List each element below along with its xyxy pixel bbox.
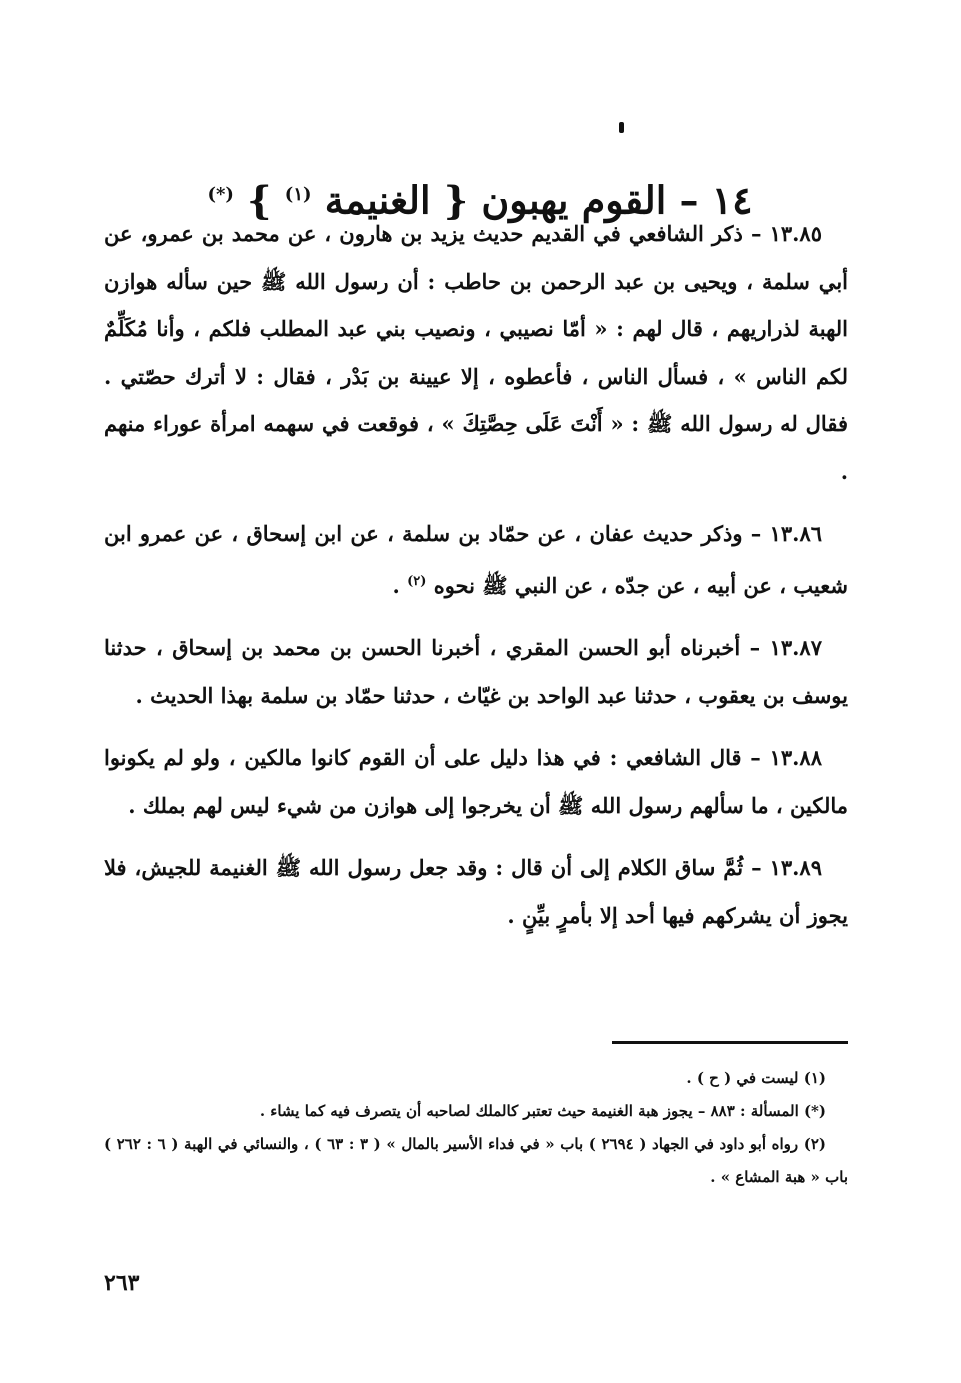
paragraph-13-86: ١٣.٨٦ – وذكر حديث عفان ، عن حمّاد بن سلمة ، عن ابن إسحاق ، عن عمرو ابن شعيب ، عن أبيه ، عن جدّه ، عن النبي ﷺ نحوه $^{(٢)}$ . <box>104 521 848 598</box>
chapter-title-text: القوم يهبون { الغنيمة <box>324 178 667 224</box>
chapter-dash: – <box>679 178 699 224</box>
paragraph-text: ذكر الشافعي في القديم حديث يزيد بن هارون ، عن محمد بن عمرو، عن أبي سلمة ، ويحيى بن عبد الرحمن بن حاطب : أن رسول الله ﷺ حين سأله هوازن الهبة لذراريهم ، قال لهم : « أمّا نصيبي ، ونصيب بني عبد المطلب فلكم ، وأنا مُكَلِّمٌ لكم الناس » ، فسأل الناس ، فأعطوه ، إلا عيينة بن بَدْر ، فقال : لا أترك حصّتي . فقال له رسول الله ﷺ : « أَنْتَ عَلَى حِصَّتِكَ » ، فوقعت في سهمه امرأة عوراء منهم . <box>104 221 848 484</box>
footnote-1: (١) ليست في ( ح ) . <box>686 1069 826 1087</box>
paragraph-number: ١٣.٨٥ <box>769 221 822 246</box>
paragraph-13-88: ١٣.٨٨ – قال الشافعي : في هذا دليل على أن القوم كانوا مالكين ، ولو لم يكونوا مالكين ، ما سألهم رسول الله ﷺ أن يخرجوا إلى هوازن من شيء ليس لهم بملك . <box>104 745 848 818</box>
page-number: ٢٦٣ <box>104 1270 140 1296</box>
paragraph-13-89: ١٣.٨٩ – ثُمَّ ساق الكلام إلى أن قال : وقد جعل رسول الله ﷺ الغنيمة للجيش، فلا يجوز أن يشركهم فيها أحد إلا بأمرٍ بيِّنٍ . <box>104 855 848 928</box>
footnotes <box>104 1062 848 1194</box>
paragraph-text: أخبرناه أبو الحسن المقري ، أخبرنا الحسن بن محمد بن إسحاق ، حدثنا يوسف بن يعقوب ، حدثنا عبد الواحد بن غيّاث ، حدثنا حمّاد بن سلمة بهذا الحديث . <box>104 635 848 708</box>
chapter-number: ١٤ <box>711 178 753 224</box>
paragraph-number: ١٣.٨٦ <box>769 521 823 546</box>
chapter-close-brace: } <box>247 178 272 224</box>
paragraph-number: ١٣.٨٧ <box>769 635 822 660</box>
paragraph-text: ثُمَّ ساق الكلام إلى أن قال : وقد جعل رسول الله ﷺ الغنيمة للجيش، فلا يجوز أن يشركهم فيها أحد إلا بأمرٍ بيِّنٍ . <box>104 855 848 928</box>
paragraph-text: قال الشافعي : في هذا دليل على أن القوم كانوا مالكين ، ولو لم يكونوا مالكين ، ما سألهم رسول الله ﷺ أن يخرجوا إلى هوازن من شيء ليس لهم بملك . <box>104 745 848 818</box>
ink-dot <box>619 122 624 133</box>
footnote-separator <box>612 1041 848 1044</box>
footnote-marker: (٢) <box>407 573 427 589</box>
paragraph-number: ١٣.٨٨ <box>769 745 822 770</box>
paragraph-13-85: ١٣.٨٥ – ذكر الشافعي في القديم حديث يزيد بن هارون ، عن محمد بن عمرو، عن أبي سلمة ، ويحيى بن عبد الرحمن بن حاطب : أن رسول الله ﷺ حين سأله هوازن الهبة لذراريهم ، قال لهم : « أمّا نصيبي ، ونصيب بني عبد المطلب فلكم ، وأنا مُكَلِّمٌ لكم الناس » ، فسأل الناس ، فأعطوه ، إلا عيينة بن بَدْر ، فقال : لا أترك حصّتي . فقال له رسول الله ﷺ : « أَنْتَ عَلَى حِصَّتِكَ » ، فوقعت في سهمه امرأة عوراء منهم . <box>104 221 848 484</box>
paragraph-13-87: ١٣.٨٧ – أخبرناه أبو الحسن المقري ، أخبرنا الحسن بن محمد بن إسحاق ، حدثنا يوسف بن يعقوب ، حدثنا عبد الواحد بن غيّاث ، حدثنا حمّاد بن سلمة بهذا الحديث . <box>104 635 848 708</box>
paragraph-number: ١٣.٨٩ <box>769 855 822 880</box>
footnote-2: (٢) رواه أبو داود في الجهاد ( ٢٦٩٤ ) باب « في فداء الأسير بالمال » ( ٣ : ٦٣ ) ، والنسائي في الهبة ( ٦ : ٢٦٢ ) باب « هبة المشاع » . <box>104 1135 848 1186</box>
footnote-issue: (*) المسألة : ٨٨٣ – يجوز هبة الغنيمة حيث تعتبر كالملك لصاحبه أن يتصرف فيه كما يشاء . <box>259 1102 826 1120</box>
paragraph-text: وذكر حديث عفان ، عن حمّاد بن سلمة ، عن ابن إسحاق ، عن عمرو ابن شعيب ، عن أبيه ، عن جدّه ، عن النبي ﷺ نحوه <box>104 521 848 598</box>
body-text <box>104 210 848 954</box>
chapter-footnote-marker: (١) <box>284 184 312 206</box>
chapter-issue-marker: (*) <box>207 184 234 206</box>
